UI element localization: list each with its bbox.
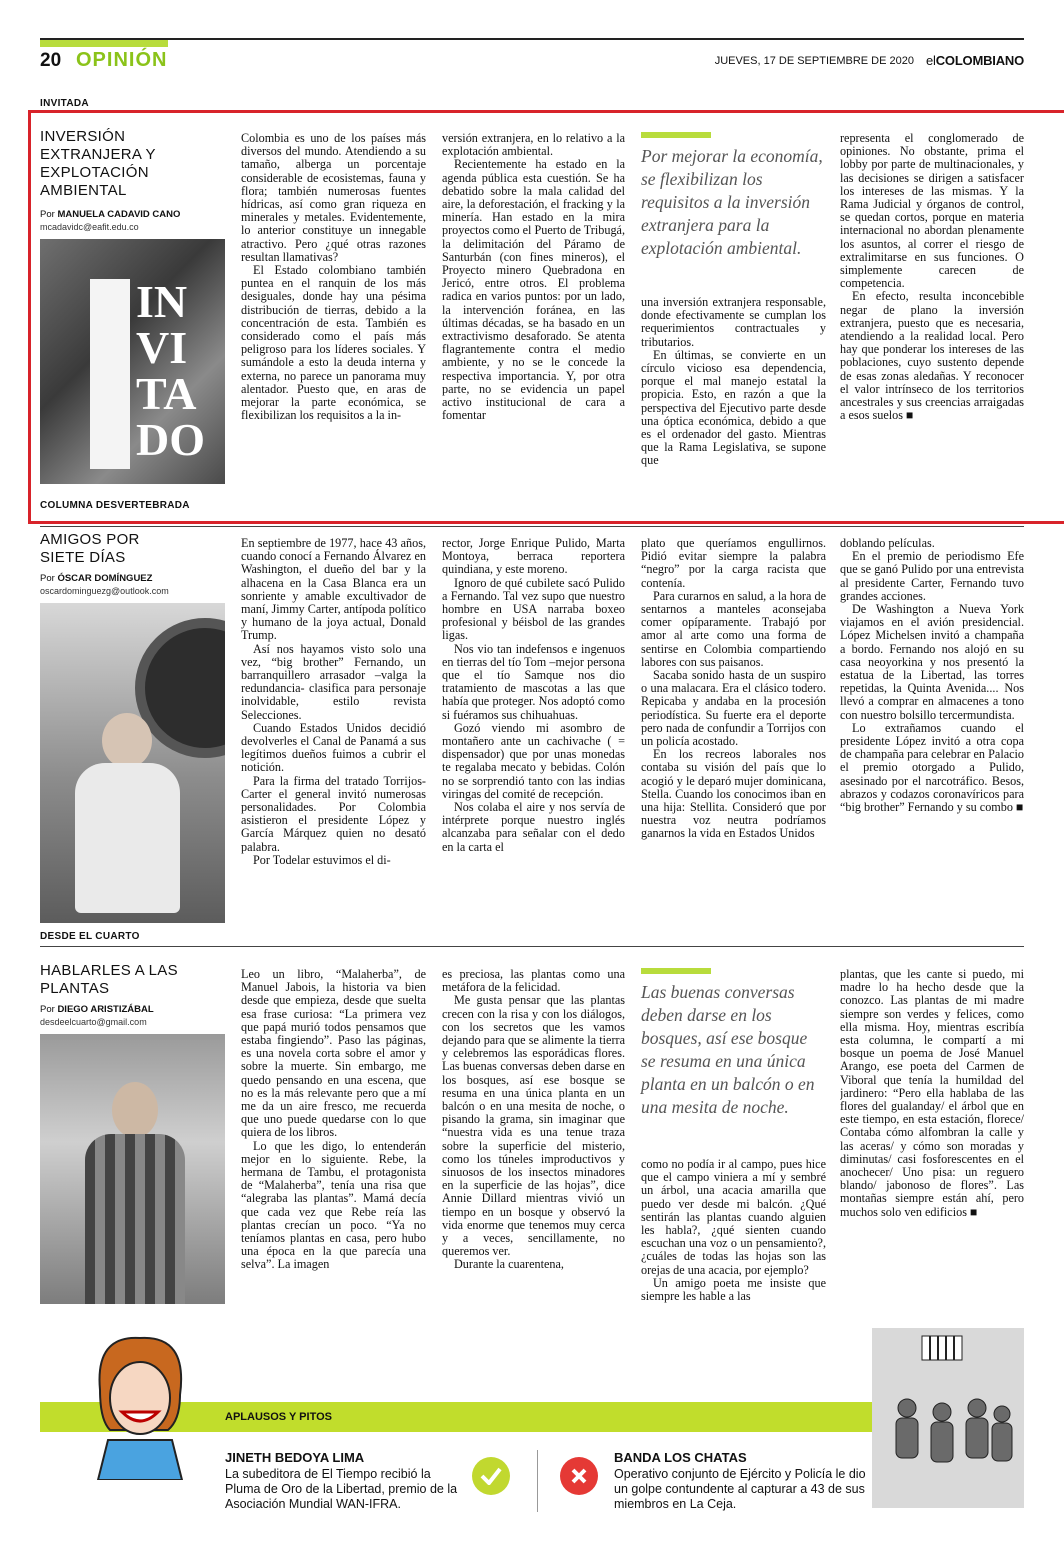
article1-footer-kicker: COLUMNA DESVERTEBRADA [40,500,190,511]
author-photo [40,603,225,923]
paragraph: Para la firma del tratado Torrijos-Carter el general invitó numerosas personalidades. Por Colombia asistieron el presidente López y García Márquez quien no desató palabra. [241,773,426,854]
paragraph: Leo un libro, “Malaherba”, de Manuel Jabois, la historia va bien desde que empieza, desde que suelta esa frase curiosa: “La primera vez que papá murió todos pensamos que estaba fingiendo”. Paso las páginas, es una novela corta sobre el amor y sobre la muerte. Sin embargo, me quedo pensando en una escena, que no es la más relevante pero que a mí me da un aire fresco, me recuerda que uno puede quedarse con lo que quiera de los libros. [241,968,426,1140]
paragraph: Cuando Estados Unidos decidió devolverles el Canal de Panamá a sus legítimos dueños fuimos a cubrir el notición. [241,720,426,775]
aplausos-title: APLAUSOS Y PITOS [225,1411,332,1423]
paragraph: En septiembre de 1977, hace 43 años, cuando conocí a Fernando Álvarez en Washington, el dueño del bar y la alhacena en la Casa Blanca era un sonriente y amable excultivador de maní, Jimmy Carter, antípoda político y humano de la joya actual, Donald Trump. [241,537,426,643]
article1-email: mcadavidc@eafit.edu.co [40,222,139,232]
paragraph: Durante la cuarentena, [454,1257,564,1272]
applause-description: La subeditora de El Tiempo recibió la Pluma de Oro de la Libertad, premio de la Asociación Mundial WAN-IFRA. [225,1467,458,1511]
paragraph: Así nos hayamos visto solo una vez, “big brother” Fernando, un barranquillero arrasador –valga la redundancia- clasifica para personaje inolvidable, estilo revista Selecciones. [241,641,426,722]
header-rule [40,38,1024,40]
paragraph: Lo extrañamos cuando el presidente López invitó a otra copa de champaña para celebrar en Palacio el premio otorgado a Pulido, asesinado por el narcotráfico. Besos, abrazos y codazos coronavíricos para “big brother” Fernando y su combo ■ [840,720,1024,815]
article3-pullquote: Las buenas conversas deben darse en los bosques, así ese bosque se resuma en una única planta en un balcón o en una mesita de noche. [641,982,815,1117]
byline-prefix: Por [40,573,55,584]
paragraph: es preciosa, las plantas como una metáfora de la felicidad. [442,968,625,995]
article1-kicker: INVITADA [40,98,89,109]
article3-email: desdeelcuarto@gmail.com [40,1017,147,1027]
paragraph: doblando películas. [840,537,935,550]
paragraph: Me gusta pensar que las plantas crecen con la risa y con los diálogos, con los secretos que les vamos dejando para que se alimente la tierra y celebremos las esporádicas flores. Las buenas conversas deben darse en los bosques, así ese bosque se resuma en una única planta en un balcón o en una mesita de noche, o pisando la grama, sin imaginar que “nuestra vida es una tenue traza sobre la superficie del misterio, como los túneles improductivos y sinuosos de los insectos minadores en la superficie de las hojas”, dice Annie Dillard mientras vivió un tiempo en un bosque y observó la vida enorme que tenemos muy cerca y a veces, sencillamente, no queremos ver. [442,993,625,1259]
paragraph: Nos colaba el aire y nos servía de intérprete porque nuestro inglés alcanzaba para señalar con el dedo en la carta el [442,800,625,854]
header-accent-bar [40,40,168,47]
cross-mark [570,1467,588,1485]
article1-col1 [241,132,426,490]
article1-byline [40,209,180,220]
paragraph: En últimas, se convierte en un círculo vicioso esa dependencia, porque el mal manejo estatal la propicia. Esto, en razón a que la perspectiva del Ejecutivo parte desde una óptica económica, debido a que es el ordenador del gasto. Mientras que la Rama Legislativa, se supone que [641,347,826,468]
paragraph: Ignoro de qué cubilete sacó Pulido a Fernando. Tal vez supo que nuestro hombre en USA narraba boxeo profesional y béisbol de las grandes ligas. [442,575,625,643]
paragraph: Por Todelar estuvimos el di- [253,852,391,867]
article2-col2 [442,537,625,922]
caricature-prisoners [872,1328,1024,1508]
section-divider [40,526,1024,527]
paragraph: Un amigo poeta me insiste que siempre les hable a las [641,1275,826,1304]
article3-byline [40,1004,154,1015]
section-divider [40,946,1024,947]
paragraph: como no podía ir al campo, pues hice que el campo viniera a mí y sembré un árbol, una acacia amarilla que puedo ver desde mi balcón. ¿Qué sentirán las plantas cuando alguien les habla?, ¿qué sienten cuando escuchan una voz o un pensamiento?, ¿cuáles de todas las hojas son las orejas de una acacia, por ejemplo? [641,1158,826,1277]
article1-col4 [840,132,1024,490]
paragraph: Lo que les digo, lo entenderán mejor en lo siguiente. Rebe, la hermana de Tambu, el protagonista de “Malaherba”, tenía una risa que “alegraba las plantas”. Mamá decía que cada vez que Rebe reía las plantas crecían un poco. “Ya no teníamos plantas en casa, pero hubo una época en la que parecía una selva”. La imagen [241,1138,426,1272]
big-letter-i [90,279,130,469]
person-head [102,713,152,768]
article1-col2 [442,132,625,490]
author-photo [40,1034,225,1304]
paragraph: Para curarnos en salud, a la hora de sentarnos a manteles aconsejaba comer opíparamente. Trabajó por amor al arte como una forma de sentirse en Colombia compartiendo labores con sus paisanos. [641,588,826,669]
person-head [112,1082,158,1138]
invitado-photo [40,239,225,484]
article2-title: AMIGOS POR SIETE DÍAS [40,531,140,566]
person-shirt [85,1134,185,1304]
author-name: DIEGO ARISTIZÁBAL [57,1004,154,1015]
article2-col1 [241,537,426,922]
article2-byline [40,573,152,584]
article1-title: INVERSIÓN EXTRANJERA Y EXPLOTACIÓN AMBIENTAL [40,128,156,199]
cross-icon [560,1457,598,1495]
article2-footer-kicker: DESDE EL CUARTO [40,931,140,942]
pito-description: Operativo conjunto de Ejército y Policía le dio un golpe contundente al capturar a 43 de sus miembros en La Ceja. [614,1467,866,1511]
paragraph: En los recreos laborales nos contaba su visión del país que lo acogió y le deparó mujer dominicana, Stella. Cuando los conocimos iban en una hija: Stellita. Consideró que por nuestra voz neutra podríamos ganarnos la vida en Estados Unidos [641,747,826,841]
issue-date: JUEVES, 17 DE SEPTIEMBRE DE 2020 [714,55,914,67]
paragraph: Nos vio tan indefensos e ingenuos en tierras del tío Tom –mejor persona que el tío Samque nos dio tratamiento de mascotas a las que había que proteger. Nos adoptó como si fuéramos sus chihuahuas. [442,641,625,722]
paragraph: una inversión extranjera responsable, donde efectivamente se cumplan los requerimientos contractuales y tributarios. [641,296,826,349]
paragraph: De Washington a Nueva York viajamos en el avión presidencial. López Michelsen invitó a champaña a bordo. Fernando nos alojó en su casa neoyorkina y nos presentó la estatua de la Libertad, las torres repetidas, la Quinta Avenida.... Nos llevó a comprar en almacenes a tono con nuestro bolsillo tercermundista. [840,602,1024,722]
paragraph: El Estado colombiano también puntea en el ranquin de los más desiguales, donde hay una pésima distribución de tierras, debido a la concentración de esta. También es considerado como el país más peligroso para los líderes sociales. Y sumándole a esto la deuda interna y externa, no parece un panorama muy alentador. Puesto que, en aras de mejorar la parte económica, se flexibilizan los requisitos a la in- [241,263,426,423]
pito-name: BANDA LOS CHATAS [614,1450,747,1465]
section-title: OPINIÓN [76,49,168,71]
article2-col4 [840,537,1024,922]
check-icon [472,1457,510,1495]
article3-col2 [442,968,625,1353]
article1-pullquote: Por mejorar la economía, se flexibilizan los requisitos a la inversión extranjera para la explotación ambiental. [641,146,823,258]
person-body [75,763,180,913]
byline-prefix: Por [40,209,55,220]
masthead-logo [926,53,1024,68]
article2-email: oscardominguezg@outlook.com [40,586,169,596]
brand-prefix: el [926,53,936,68]
paragraph: plato que queríamos engullirnos. Pidió evitar siempre la palabra “negro” por la carga racista que contenía. [641,537,826,590]
paragraph: plantas, que les cante si puedo, mi madre lo ha hecho desde que la conozco. Las plantas de mi madre siempre son verdes y felices, como ella misma. Hoy, mientras escribía esta columna, le compartí a mi bosque un poema de José Manuel Arango, ese poeta del Carmen de Viboral que tenía la humildad del jardinero: “Pero ella hablaba de las flores del gualanday/ el árbol que en este tiempo, en esta estación, florece/ Contaba cómo alfombran la calle y las aceras/ y cómo son moradas y diminutas/ casi fosforescentes en el anochecer/ Uno pisa: un reguero blando/ jabonoso de flores”. Las montañas siempre están ahí, pero muchos solo ven edificios ■ [840,968,1024,1219]
caricature-woman [80,1330,200,1480]
paragraph: rector, Jorge Enrique Pulido, Marta Montoya, berraca reportera quindiana, y este moreno. [442,537,625,577]
article3-title: HABLARLES A LAS PLANTAS [40,962,178,997]
page-number: 20 [40,50,62,71]
brand-name: COLOMBIANO [935,53,1024,68]
byline-prefix: Por [40,1004,55,1015]
article3-col1 [241,968,426,1353]
quote-accent [641,968,711,974]
quote-accent [641,132,711,138]
author-name: MANUELA CADAVID CANO [57,209,181,220]
footer-divider [537,1450,538,1512]
article3-col3 [641,1158,826,1353]
paragraph: versión extranjera, en lo relativo a la explotación ambiental. [442,132,625,159]
author-name: ÓSCAR DOMÍNGUEZ [57,573,153,584]
paragraph: Recientemente ha estado en la agenda pública esta cuestión. Se ha debatido sobre la mala calidad del aire, la deforestación, el fracking y la minería. Han estado en la mira proyectos como el Puerto de Tribugá, la delimitación del Páramo de Santurbán (con fines mineros), el Proyecto minero Quebradona en Jericó, entre otros. El problema radica en varios puntos: por un lado, la intervención foránea, en las últimas décadas, se ha basado en un extractivismo desaforado. Se atenta flagrantemente contra el medio ambiente, y no se le concede la respectiva importancia. Y, por otra parte, no se evidencia un papel activo institucional de cara a fomentar [442,157,625,423]
paragraph: representa el conglomerado de opiniones. No obstante, prima el lobby por parte de multinacionales, y las decisiones se dirigen a satisfacer los intereses de las mismas. Y la Rama Judicial y órganos de control, se quedan cortos, porque en materia internacional no abordan plenamente los asuntos, al correr el riesgo de extralimitarse en sus funciones. O simplemente carecen de competencia. [840,132,1024,291]
article1-col3 [641,296,826,490]
paragraph: Colombia es uno de los países más diversos del mundo. Atendiendo a su tamaño, alberga un porcentaje considerable de ecosistemas, fauna y flora; también numerosas fuentes hídricas, así como gran riqueza en minerales y metales. Evidentemente, lo anterior constituye un innegable atractivo. Pero ¿qué otras razones resultan llamativas? [241,132,426,264]
check-mark [480,1467,502,1485]
applause-name: JINETH BEDOYA LIMA [225,1450,365,1465]
paragraph: Gozó viendo mi asombro de montañero ante un cachivache ( = dispensador) que por unas monedas te regalaba mecato y bebidas. Colón no se sorprendió tanto con las indias viringas del comité de recepción. [442,720,625,801]
paragraph: En el premio de periodismo Efe que se ganó Pulido por una entrevista al presidente Carter, Fernando tuvo grandes acciones. [840,549,1024,603]
paragraph: En efecto, resulta inconcebible negar de plano la inversión extranjera, puesto que es necesaria, atendiendo a la realidad local. Pero hay que ponderar los intereses de las poblaciones, cuyo sustento depende de esas zonas aledañas. Y reconocer el valor intrínseco de los territorios ancestrales y sus creencias arraigadas a esos suelos ■ [840,289,1024,423]
invitado-letters: IN VI TA DO [136,276,205,465]
article3-col4 [840,968,1024,1353]
paragraph: Sacaba sonido hasta de un suspiro o una malacara. Era el clásico todero. Repicaba y andaba en la procesión periodística. Su fuerte era el deporte pero nada de confundir a Torrijos con un policía acostado. [641,668,826,749]
article2-col3 [641,537,826,922]
